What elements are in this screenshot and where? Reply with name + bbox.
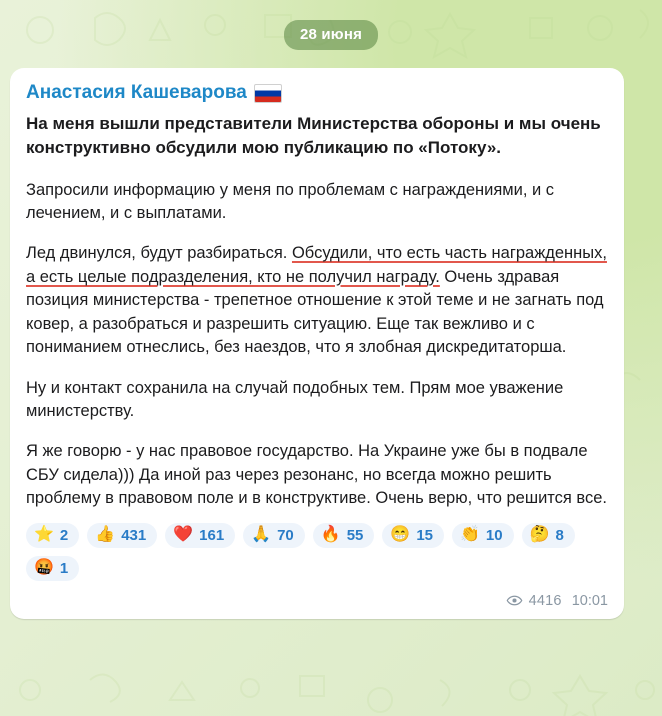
message-paragraph-2: Запросили информацию у меня по проблемам с награждениями, и с лечением, и с выплатами.: [26, 180, 555, 223]
grin-emoji: 😁: [390, 526, 411, 544]
author-name: Анастасия Кашеварова: [26, 82, 247, 103]
message-paragraph-5: Я же говорю - у нас правовое государство. На Украине уже бы в подвале СБУ сидела))) Да иной раз через резонанс, но всегда можно решить проблему в правовом поле и в конструктиве. Очень верю, что решится все.: [26, 442, 608, 508]
reaction-star[interactable]: [26, 523, 79, 548]
reaction-count: 8: [555, 526, 564, 544]
reaction-fire[interactable]: [313, 523, 375, 548]
message-paragraph-3: [26, 242, 608, 359]
message-paragraph-1: На меня вышли представители Министерства обороны и мы очень конструктивно обсудили мою публикацию по «Потоку».: [26, 114, 601, 157]
star-emoji: ⭐: [34, 526, 54, 544]
reaction-count: 161: [199, 526, 225, 544]
message-author: [26, 82, 608, 104]
thinking-emoji: 🤔: [529, 526, 550, 544]
date-pill-label: 28 июня: [284, 20, 378, 50]
reaction-thumbs-up[interactable]: [87, 523, 157, 548]
clap-emoji: 👏: [460, 526, 480, 544]
reaction-count: 2: [59, 526, 69, 544]
reaction-pray[interactable]: [243, 523, 305, 548]
views-count: 4416: [528, 592, 562, 609]
paragraph-3-intro: Лед двинулся, будут разбираться.: [26, 244, 292, 263]
message-text: [26, 112, 608, 511]
reactions-bar[interactable]: [26, 523, 608, 581]
reaction-grin[interactable]: [382, 523, 444, 548]
reaction-clap[interactable]: [452, 523, 514, 548]
highlighted-sentence: Обсудили, что есть часть награжденных, а есть целые подразделения, кто не получил награду.: [26, 244, 607, 286]
message-time: 10:01: [571, 592, 608, 609]
fire-emoji: 🔥: [320, 526, 341, 544]
reaction-count: 1: [59, 559, 69, 577]
message-bubble[interactable]: [10, 68, 624, 619]
reaction-count: 55: [346, 526, 364, 544]
russia-flag-icon: [254, 84, 282, 103]
reaction-thinking[interactable]: [522, 523, 575, 548]
reaction-count: 431: [121, 526, 147, 544]
angry-emoji: 🤬: [34, 559, 54, 577]
reaction-heart[interactable]: [165, 523, 235, 548]
views-eye-icon: [506, 595, 523, 606]
reaction-angry[interactable]: [26, 556, 79, 581]
pray-emoji: 🙏: [251, 526, 272, 544]
reaction-count: 70: [277, 526, 294, 544]
reaction-count: 15: [416, 526, 433, 544]
reaction-count: 10: [485, 526, 503, 544]
date-divider: [0, 0, 662, 50]
message-paragraph-4: Ну и контакт сохранила на случай подобных тем. Прям мое уважение министерству.: [26, 378, 564, 420]
thumbs-up-emoji: 👍: [95, 526, 116, 544]
message-meta: [26, 593, 608, 609]
heart-emoji: ❤️: [173, 526, 194, 544]
paragraph-3-tail: Очень здравая позиция министерства - трепетное отношение к этой теме и не загнать под ковер, а разобраться и разрешить ситуацию. Еще так вежливо и с пониманием отнеслись, без наездов, что я злобная дискредитаторша.: [26, 267, 604, 357]
